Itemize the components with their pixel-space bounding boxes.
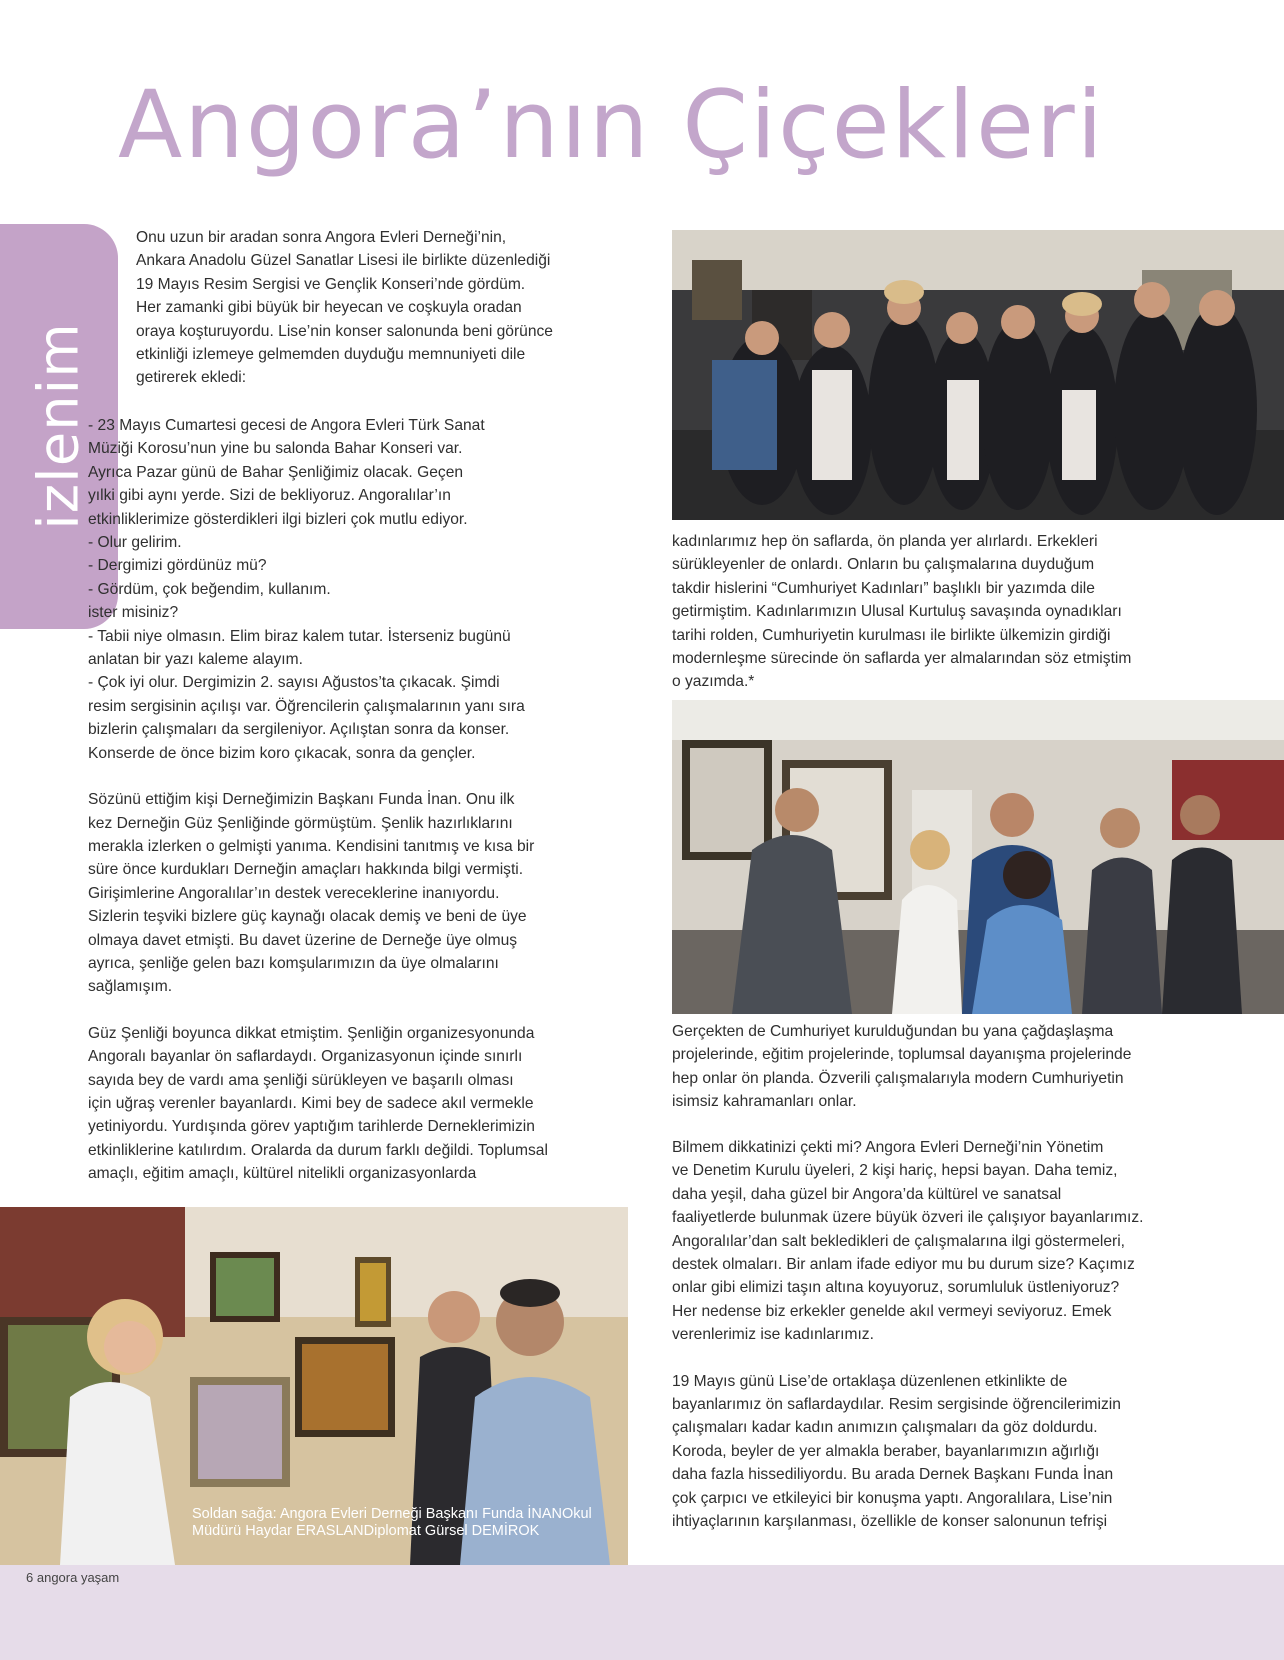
funda-paragraph <box>88 788 634 999</box>
text-line: - Gördüm, çok beğendim, kullanım. <box>88 580 331 598</box>
text-line: sağlamışım. <box>88 978 173 996</box>
right-column-top <box>672 530 1218 694</box>
text-line: getirmiştim. Kadınlarımızın Ulusal Kurtuluş savaşında oynadıkları <box>672 603 1122 621</box>
text-line: - Tabii niye olmasın. Elim biraz kalem tutar. İsterseniz bugünü <box>88 627 511 645</box>
text-line: ihtiyaçlarının karşılanması, özellikle de konser salonunun tefrişi <box>672 1513 1108 1531</box>
text-line: Sözünü ettiğim kişi Derneğimizin Başkanı Funda İnan. Onu ilk <box>88 791 515 809</box>
intro-paragraph <box>136 226 634 390</box>
text-line: etkinliği izlemeye gelmemden duyduğu memnuniyeti dile <box>136 346 526 364</box>
text-line: 19 Mayıs Resim Sergisi ve Gençlik Konseri’nde gördüm. <box>136 275 526 293</box>
text-line: etkinliklerine katılırdım. Oralarda da durum farklı değildi. Toplumsal <box>88 1141 548 1159</box>
text-line: 19 Mayıs günü Lise’de ortaklaşa düzenlenen etkinlikte de <box>672 1372 1068 1390</box>
magazine-name: angora yaşam <box>36 1570 120 1585</box>
text-line: Soldan sağa: Angora Evleri Derneği Başkanı Funda İNAN <box>192 1506 562 1522</box>
page-title: Angora’nın Çiçekleri <box>118 71 1105 180</box>
text-line: Okul Müdürü Haydar ERASLAN <box>192 1506 592 1539</box>
text-line: Girişimlerine Angoralılar’ın destek vereceklerine inanıyordu. <box>88 884 500 902</box>
text-line: resim sergisinin açılışı var. Öğrencilerin çalışmalarının yanı sıra <box>88 697 525 715</box>
text-line: faaliyetlerde bulunmak üzere büyük özveri ile çalışıyor bayanlarımız. <box>672 1209 1144 1227</box>
text-line: destek olmaları. Bir anlam ifade ediyor mu bu durum size? Kaçımız <box>672 1256 1135 1274</box>
text-line: - Olur gelirim. <box>88 534 182 552</box>
photo-caption <box>192 1506 622 1540</box>
text-line: sayıda bey de vardı ama şenliği sürükleyen ve başarılı olması <box>88 1071 514 1089</box>
text-line: bizlerin çalışmaları da sergileniyor. Açılıştan sonra da konser. <box>88 721 510 739</box>
text-line: Ayrıca Pazar günü de Bahar Şenliğimiz olacak. Geçen <box>88 463 464 481</box>
text-line: daha yeşil, daha güzel bir Angora’da kültürel ve sanatsal <box>672 1185 1062 1203</box>
left-column <box>88 414 634 1186</box>
board-paragraph <box>672 1136 1218 1347</box>
text-line: hep onlar ön planda. Özverili çalışmalarıyla modern Cumhuriyetin <box>672 1069 1124 1087</box>
text-line: - 23 Mayıs Cumartesi gecesi de Angora Evleri Türk Sanat <box>88 417 485 434</box>
text-line: getirerek ekledi: <box>136 369 247 387</box>
cumhuriyet-paragraph <box>672 1020 1218 1114</box>
dialogue-paragraph <box>88 414 634 765</box>
text-line: Ankara Anadolu Güzel Sanatlar Lisesi ile birlikte düzenlediği <box>136 252 551 270</box>
text-line: kez Derneğin Güz Şenliğinde görmüştüm. Şenlik hazırlıklarını <box>88 814 513 832</box>
text-line: Sizlerin teşviki bizlere güç kaynağı olacak demiş ve beni de üye <box>88 908 527 926</box>
women-paragraph <box>672 530 1218 694</box>
text-line: için uğraş verenler bayanlardı. Kimi bey de sadece akıl vermekle <box>88 1094 534 1112</box>
guz-paragraph <box>88 1022 634 1186</box>
group-photo <box>672 230 1284 520</box>
text-line: ayrıca, şenliğe gelen bazı komşularımızın da üye olmalarını <box>88 954 499 972</box>
text-line: ister misiniz? <box>88 604 179 622</box>
text-line: Angoralılar’dan salt bekledikleri de çalışmalarına ilgi göstermeleri, <box>672 1232 1126 1250</box>
text-line: bayanlarımız ön saflardaydılar. Resim sergisinde öğrencilerimizin <box>672 1396 1121 1414</box>
text-line: Koroda, beyler de yer almakla beraber, bayanlarımızın ağırlığı <box>672 1442 1100 1460</box>
text-line: etkinliklerimize gösterdikleri ilgi bizleri çok mutlu ediyor. <box>88 510 468 528</box>
text-line: anlatan bir yazı kaleme alayım. <box>88 651 303 669</box>
text-line: onlar gibi elimizi taşın altına koyuyoruz, sorumluluk üstleniyoruz? <box>672 1279 1120 1297</box>
text-line: sürükleyenler de onlardı. Onların bu çalışmalarına duyduğum <box>672 556 1095 574</box>
right-caption-text <box>672 1020 1218 1114</box>
text-line: verenlerimiz ise kadınlarımız. <box>672 1326 874 1344</box>
text-line: isimsiz kahramanları onlar. <box>672 1093 857 1111</box>
text-line: - Çok iyi olur. Dergimizin 2. sayısı Ağustos’ta çıkacak. Şimdi <box>88 674 500 692</box>
text-line: modernleşme sürecinde ön saflarda yer almalarından söz etmiştim <box>672 650 1132 668</box>
text-line: ve Denetim Kurulu üyeleri, 2 kişi hariç, hepsi bayan. Daha temiz, <box>672 1162 1118 1180</box>
text-line: süre önce kurdukları Derneğin amaçları hakkında bilgi vermişti. <box>88 861 524 879</box>
right-column-bottom <box>672 1136 1218 1534</box>
text-line: merakla izlerken o gelmişti yanıma. Kendisini tanıtmış ve kısa bir <box>88 837 535 855</box>
text-line: tarihi rolden, Cumhuriyetin kurulması ile birlikte ülkemizin girdiği <box>672 626 1111 644</box>
text-line: amaçlı, eğitim amaçlı, kültürel nitelikli organizasyonlarda <box>88 1165 477 1183</box>
text-line: Her nedense biz erkekler genelde akıl vermeyi seviyoruz. Emek <box>672 1302 1112 1320</box>
text-line: kadınlarımız hep ön saflarda, ön planda yer alırlardı. Erkekleri <box>672 533 1098 550</box>
intro-text <box>136 226 634 390</box>
may19-paragraph <box>672 1370 1218 1534</box>
text-line: Konserde de önce bizim koro çıkacak, sonra da gençler. <box>88 744 476 762</box>
text-line: o yazımda.* <box>672 673 755 691</box>
text-line: çalışmaları kadar kadın anımızın çalışmaları da göz doldurdu. <box>672 1419 1098 1437</box>
text-line: projelerinde, eğitim projelerinde, toplumsal dayanışma projelerinde <box>672 1046 1132 1064</box>
section-tab-label: izlenim <box>26 322 92 530</box>
page-number: 6 <box>26 1570 34 1585</box>
text-line: çok çarpıcı ve etkileyici bir konuşma yaptı. Angoralılara, Lise’nin <box>672 1489 1113 1507</box>
page-footer <box>26 1570 119 1585</box>
text-line: yılki gibi aynı yerde. Sizi de bekliyoruz. Angoralılar’ın <box>88 487 451 505</box>
text-line: takdir hislerini “Cumhuriyet Kadınları” başlıklı bir yazımda dile <box>672 579 1095 597</box>
text-line: Müziği Korosu’nun yine bu salonda Bahar Konseri var. <box>88 440 463 458</box>
text-line: Angoralı bayanlar ön saflardaydı. Organizasyonun içinde sınırlı <box>88 1048 523 1066</box>
text-line: - Dergimizi gördünüz mü? <box>88 557 267 575</box>
footer-band <box>0 1565 1284 1660</box>
exhibition-photo <box>672 700 1284 1014</box>
text-line: olmaya davet etmişti. Bu davet üzerine de Derneğe üye olmuş <box>88 931 518 949</box>
text-line: Gerçekten de Cumhuriyet kurulduğundan bu yana çağdaşlaşma <box>672 1023 1114 1040</box>
text-line: Diplomat Gürsel DEMİROK <box>363 1523 540 1539</box>
text-line: yetiniyordu. Yurdışında görev yaptığım tarihlerde Derneklerimizin <box>88 1118 535 1136</box>
text-line: oraya koşturuyordu. Lise’nin konser salonunda beni görünce <box>136 322 553 340</box>
text-line: Güz Şenliği boyunca dikkat etmiştim. Şenliğin organizesyonunda <box>88 1024 535 1042</box>
text-line: daha fazla hissediliyordu. Bu arada Dernek Başkanı Funda İnan <box>672 1466 1114 1484</box>
text-line: Bilmem dikkatinizi çekti mi? Angora Evleri Derneği’nin Yönetim <box>672 1139 1104 1156</box>
text-line: Onu uzun bir aradan sonra Angora Evleri Derneği’nin, <box>136 229 507 246</box>
text-line: Her zamanki gibi büyük bir heyecan ve coşkuyla oradan <box>136 299 522 317</box>
